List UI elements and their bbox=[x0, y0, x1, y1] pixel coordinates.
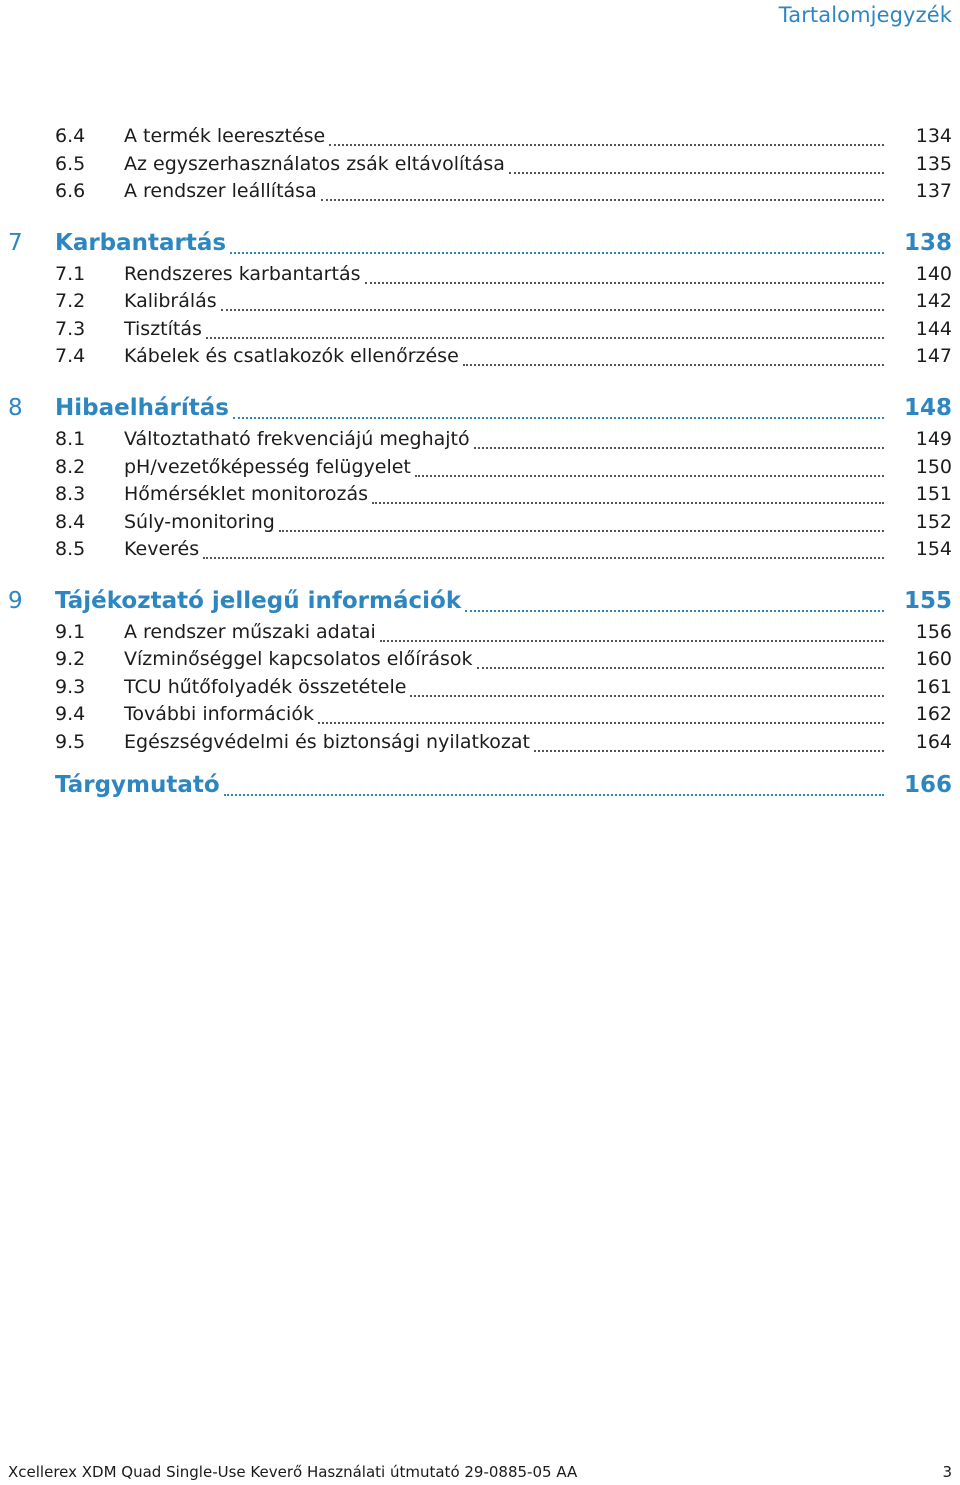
toc-entry-title: Kábelek és csatlakozók ellenőrzése bbox=[124, 345, 459, 367]
toc-section-entry[interactable] bbox=[0, 260, 960, 290]
toc-entry-page: 160 bbox=[915, 648, 952, 670]
toc-leader-dots bbox=[233, 417, 884, 419]
toc-entry-title: pH/vezetőképesség felügyelet bbox=[124, 456, 411, 478]
toc-entry-page: 162 bbox=[915, 703, 952, 725]
toc-section-entry[interactable] bbox=[0, 150, 960, 180]
toc-leader-dots bbox=[410, 695, 884, 697]
toc-chapter-entry[interactable] bbox=[0, 770, 960, 800]
toc-section-entry[interactable] bbox=[0, 315, 960, 345]
toc-entry-page: 147 bbox=[915, 345, 952, 367]
toc-leader-dots bbox=[221, 309, 884, 311]
toc-entry-title: TCU hűtőfolyadék összetétele bbox=[124, 676, 407, 698]
toc-entry-number: 7.3 bbox=[55, 318, 86, 340]
toc-entry-number: 8.4 bbox=[55, 511, 86, 533]
toc-leader-dots bbox=[474, 447, 884, 449]
toc-leader-dots bbox=[463, 364, 884, 366]
toc-entry-page: 142 bbox=[915, 290, 952, 312]
toc-entry-page: 155 bbox=[903, 588, 952, 614]
toc-entry-number: 9.4 bbox=[55, 703, 86, 725]
toc-section-entry[interactable] bbox=[0, 453, 960, 483]
toc-leader-dots bbox=[380, 640, 884, 642]
toc-entry-number: 6.5 bbox=[55, 153, 86, 175]
toc-chapter-entry[interactable] bbox=[0, 586, 960, 616]
toc-section-entry[interactable] bbox=[0, 287, 960, 317]
toc-entry-title: A rendszer leállítása bbox=[124, 180, 317, 202]
toc-leader-dots bbox=[372, 502, 884, 504]
toc-section-entry[interactable] bbox=[0, 645, 960, 675]
toc-entry-page: 148 bbox=[903, 395, 952, 421]
toc-entry-page: 152 bbox=[915, 511, 952, 533]
toc-section-entry[interactable] bbox=[0, 618, 960, 648]
toc-entry-page: 156 bbox=[915, 621, 952, 643]
toc-entry-number: 9.1 bbox=[55, 621, 86, 643]
toc-entry-number: 9.3 bbox=[55, 676, 86, 698]
toc-entry-number: 9.5 bbox=[55, 731, 86, 753]
toc-entry-title: Hibaelhárítás bbox=[55, 395, 229, 421]
toc-entry-page: 150 bbox=[915, 456, 952, 478]
toc-entry-page: 137 bbox=[915, 180, 952, 202]
toc-entry-title: A rendszer műszaki adatai bbox=[124, 621, 376, 643]
toc-section-entry[interactable] bbox=[0, 177, 960, 207]
toc-entry-number: 8.5 bbox=[55, 538, 86, 560]
toc-leader-dots bbox=[365, 282, 884, 284]
toc-entry-title: Keverés bbox=[124, 538, 200, 560]
toc-entry-title: Vízminőséggel kapcsolatos előírások bbox=[124, 648, 473, 670]
toc-leader-dots bbox=[203, 557, 884, 559]
toc-entry-title: Súly-monitoring bbox=[124, 511, 275, 533]
toc-entry-number: 8.2 bbox=[55, 456, 86, 478]
toc-entry-title: További információk bbox=[124, 703, 314, 725]
toc-chapter-entry[interactable] bbox=[0, 228, 960, 258]
toc-entry-page: 140 bbox=[915, 263, 952, 285]
footer-document-title: Xcellerex XDM Quad Single-Use Keverő Használati útmutató 29-0885-05 AA bbox=[8, 1463, 578, 1481]
toc-entry-number: 8.3 bbox=[55, 483, 86, 505]
toc-entry-page: 134 bbox=[915, 125, 952, 147]
toc-section-entry[interactable] bbox=[0, 673, 960, 703]
toc-entry-title: Karbantartás bbox=[55, 230, 227, 256]
toc-section-entry[interactable] bbox=[0, 508, 960, 538]
toc-entry-page: 138 bbox=[903, 230, 952, 256]
toc-entry-page: 149 bbox=[915, 428, 952, 450]
toc-entry-title: Változtatható frekvenciájú meghajtó bbox=[124, 428, 470, 450]
running-header-title: Tartalomjegyzék bbox=[778, 3, 952, 27]
toc-entry-title: Az egyszerhasználatos zsák eltávolítása bbox=[124, 153, 505, 175]
toc-leader-dots bbox=[465, 610, 884, 612]
toc-leader-dots bbox=[415, 475, 884, 477]
toc-entry-title: A termék leeresztése bbox=[124, 125, 326, 147]
toc-entry-page: 154 bbox=[915, 538, 952, 560]
toc-leader-dots bbox=[279, 530, 884, 532]
toc-entry-number: 9 bbox=[8, 588, 23, 614]
toc-section-entry[interactable] bbox=[0, 700, 960, 730]
toc-leader-dots bbox=[230, 252, 884, 254]
toc-entry-page: 135 bbox=[915, 153, 952, 175]
toc-section-entry[interactable] bbox=[0, 535, 960, 565]
toc-leader-dots bbox=[534, 750, 884, 752]
toc-entry-title: Rendszeres karbantartás bbox=[124, 263, 361, 285]
toc-leader-dots bbox=[318, 722, 884, 724]
toc-leader-dots bbox=[321, 199, 884, 201]
toc-leader-dots bbox=[206, 337, 884, 339]
toc-chapter-entry[interactable] bbox=[0, 393, 960, 423]
toc-entry-page: 164 bbox=[915, 731, 952, 753]
toc-section-entry[interactable] bbox=[0, 728, 960, 758]
toc-section-entry[interactable] bbox=[0, 342, 960, 372]
toc-entry-number: 7.2 bbox=[55, 290, 86, 312]
toc-section-entry[interactable] bbox=[0, 122, 960, 152]
toc-entry-title: Kalibrálás bbox=[124, 290, 217, 312]
toc-entry-page: 151 bbox=[915, 483, 952, 505]
toc-entry-number: 8.1 bbox=[55, 428, 86, 450]
toc-leader-dots bbox=[509, 172, 884, 174]
toc-entry-number: 7 bbox=[8, 230, 23, 256]
toc-entry-number: 7.1 bbox=[55, 263, 86, 285]
toc-entry-number: 6.6 bbox=[55, 180, 86, 202]
toc-entry-title: Egészségvédelmi és biztonsági nyilatkozat bbox=[124, 731, 530, 753]
toc-section-entry[interactable] bbox=[0, 425, 960, 455]
toc-entry-number: 8 bbox=[8, 395, 23, 421]
toc-section-entry[interactable] bbox=[0, 480, 960, 510]
toc-entry-title: Tájékoztató jellegű információk bbox=[55, 588, 462, 614]
toc-entry-page: 161 bbox=[915, 676, 952, 698]
toc-entry-number: 7.4 bbox=[55, 345, 86, 367]
toc-entry-page: 166 bbox=[903, 772, 952, 798]
footer-page-number: 3 bbox=[942, 1463, 952, 1481]
toc-entry-title: Hőmérséklet monitorozás bbox=[124, 483, 369, 505]
toc-leader-dots bbox=[329, 144, 884, 146]
toc-entry-number: 9.2 bbox=[55, 648, 86, 670]
toc-leader-dots bbox=[477, 667, 884, 669]
toc-entry-title: Tárgymutató bbox=[55, 772, 220, 798]
toc-entry-page: 144 bbox=[915, 318, 952, 340]
toc-leader-dots bbox=[224, 794, 884, 796]
toc-entry-title: Tisztítás bbox=[124, 318, 202, 340]
toc-entry-number: 6.4 bbox=[55, 125, 86, 147]
